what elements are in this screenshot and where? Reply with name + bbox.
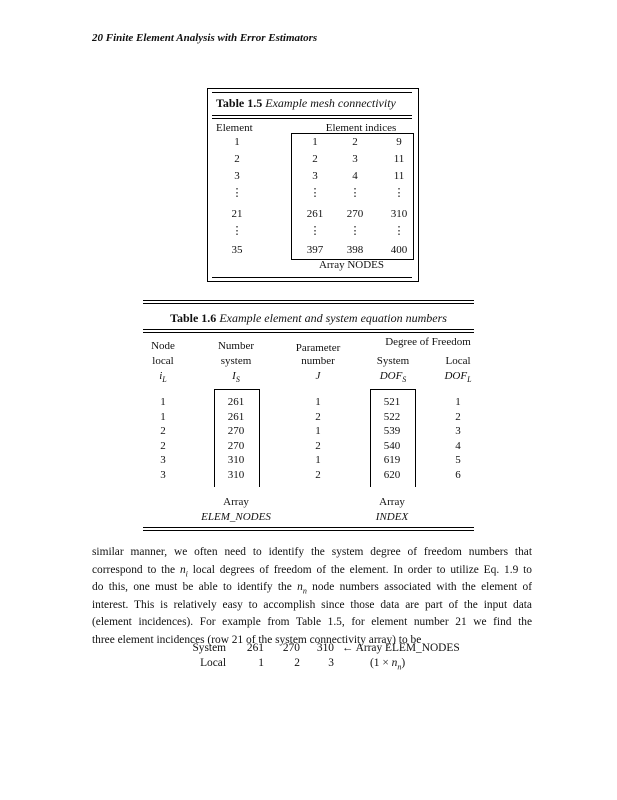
header-node-2: local [152,355,174,367]
body-paragraph [92,544,532,649]
table-1-6-caption: Example element and system equation numbers [219,311,447,325]
t15-cell: 261 [306,208,324,220]
t16-cell: 1 [315,454,321,466]
t15-cell: 398 [346,244,364,256]
t15-cell: 11 [393,170,405,182]
eq-local-label: Local [200,657,226,669]
header-parameter-2: number [301,355,335,367]
t16-cell: 1 [455,396,461,408]
header-parameter: Parameter [295,342,341,354]
paragraph-line: interest. This is relatively easy to accomplish since those data are part of the input data [92,598,532,611]
t16-cell: 310 [227,469,245,481]
header-number-2: system [220,355,252,367]
paragraph-line: similar manner, we often need to identify the system degree of freedom numbers that [92,546,532,558]
t16-cell: 2 [315,469,321,481]
running-head [92,32,317,44]
t16-cell: 1 [315,425,321,437]
paragraph-line-3 [92,579,532,597]
table-1-5-caption: Example mesh connectivity [265,96,396,110]
t15-cell: 397 [306,244,324,256]
paragraph-line-2a: correspond to the [92,563,180,576]
table-1-6-top-rule [143,300,474,304]
eq-note-elem-nodes: ← Array ELEM_NODES [342,642,460,654]
paragraph-line: three element incidences (row 21 of the system connectivity array) to be [92,633,422,646]
t16-cell: 3 [160,454,166,466]
t16-cell: 270 [227,425,245,437]
t16-cell: 522 [383,411,401,423]
t15-cell: 11 [393,153,405,165]
table-1-5-title [216,96,396,111]
t15-cell: 400 [390,244,408,256]
symbol-local-sub: L [467,375,472,385]
t16-cell: 1 [315,396,321,408]
symbol-system-base: DOF [379,370,403,382]
table-1-5-indices-header: Element indices [325,122,397,134]
elem-nodes-array-name: ELEM_NODES [201,511,271,523]
t15-cell: ⋮ [309,225,321,237]
paragraph-line: (element incidences). For example from Table 1.5, for element number 21 we find the [92,616,532,628]
t16-cell: 3 [160,469,166,481]
table-1-6-title [143,311,474,326]
eq-note-size [370,657,405,671]
eq-value: 261 [246,642,264,654]
paragraph-line-3a: do this, one must be able to identify the [92,581,298,593]
symbol-parameter: J [315,370,321,382]
t16-cell: 261 [227,396,245,408]
t16-cell: 619 [383,454,401,466]
paragraph-line-2b: local degrees of freedom of the element. In order to utilize Eq. 1.9 to [187,563,532,576]
t15-cell: ⋮ [349,225,361,237]
eq-value: 3 [328,657,334,669]
index-array-word: Array [379,496,405,508]
t15-cell: 3 [312,170,318,182]
table-1-6-bottom-rule [143,527,474,531]
t15-cell: 9 [396,136,402,148]
t16-cell: 2 [315,411,321,423]
symbol-number [206,370,266,384]
t15-cell: ⋮ [349,187,361,199]
t16-cell: 5 [455,454,461,466]
t16-cell: 540 [383,440,401,452]
eq-value: 270 [282,642,300,654]
t16-cell: 2 [455,411,461,423]
t16-cell: 521 [383,396,401,408]
t16-cell: 3 [455,425,461,437]
eq-system-label: System [192,642,226,654]
symbol-node [140,370,186,384]
t16-cell: 539 [383,425,401,437]
t15-cell: 310 [390,208,408,220]
t15-cell: ⋮ [393,225,405,237]
symbol-n-n: n [297,581,303,593]
header-number: Number [217,340,255,352]
t16-cell: 310 [227,454,245,466]
t16-cell: 2 [315,440,321,452]
t15-cell: 1 [312,136,318,148]
symbol-n-i: n [179,563,186,576]
eq-value: 2 [294,657,300,669]
table-1-5-element-header: Element [216,122,253,134]
t16-cell: 620 [383,469,401,481]
t15-cell: 35 [231,244,243,256]
t15-cell: ⋮ [231,225,243,237]
header-system: System [376,355,410,367]
eq-note-size-suffix: ) [401,657,406,669]
symbol-n-n-sub: n [302,586,307,596]
symbol-local [430,370,486,384]
t16-cell: 261 [227,411,245,423]
running-head-text: 20 Finite Element Analysis with Error Estimators [92,32,318,44]
symbol-system-sub: S [402,375,407,385]
t15-cell: 21 [231,208,243,220]
t16-cell: 1 [160,411,166,423]
t16-cell: 2 [160,425,166,437]
t16-cell: 1 [160,396,166,408]
symbol-node-base: i [159,370,163,382]
table-1-6-header-rule [143,329,474,333]
t15-cell: 3 [234,170,240,182]
t15-cell: 270 [346,208,364,220]
table-1-5-label: Table 1.5 [216,96,263,110]
symbol-system [365,370,421,384]
symbol-number-sub: S [235,375,240,385]
t16-cell: 4 [455,440,461,452]
eq-note-size-symbol: n [391,657,398,669]
nodes-array-label: Array NODES [318,259,385,271]
t16-cell: 6 [455,469,461,481]
t15-cell: 3 [352,153,358,165]
t15-cell: 4 [352,170,358,182]
table-1-6-label: Table 1.6 [170,311,217,325]
t15-cell: ⋮ [231,187,243,199]
header-dof-group: Degree of Freedom [385,336,471,348]
index-array-name: INDEX [375,511,409,523]
t16-cell: 2 [160,440,166,452]
symbol-number-base: I [232,370,236,382]
t15-cell: 2 [234,153,240,165]
elem-nodes-array-word: Array [223,496,249,508]
eq-note-size-prefix: (1 × [370,657,392,669]
paragraph-line-3b: node numbers associated with the element of [306,581,532,593]
symbol-local-base: DOF [444,370,468,382]
t16-cell: 270 [227,440,245,452]
header-local: Local [445,355,471,367]
symbol-node-sub: L [162,375,167,385]
eq-value: 1 [258,657,264,669]
eq-note-size-sub: n [397,662,402,672]
symbol-n-i-sub: i [185,568,188,578]
t15-cell: ⋮ [309,187,321,199]
t15-cell: 2 [352,136,358,148]
header-node: Node [151,340,175,352]
t15-cell: 1 [234,136,240,148]
eq-value: 310 [316,642,334,654]
paragraph-line-2 [92,562,532,580]
t15-cell: ⋮ [393,187,405,199]
t15-cell: 2 [312,153,318,165]
